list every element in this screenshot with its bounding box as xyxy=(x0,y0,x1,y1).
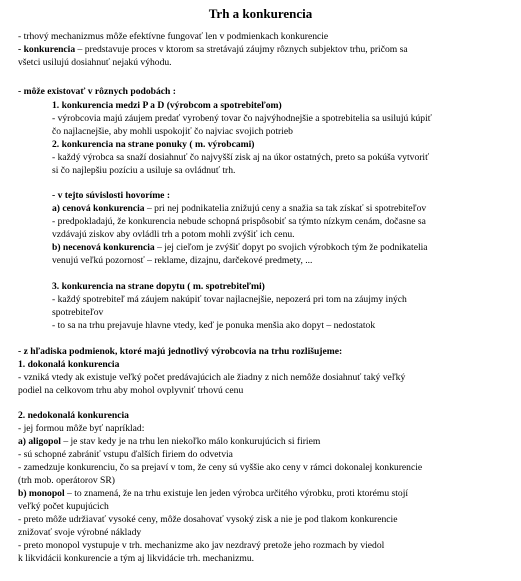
forms-item-3-line-3: - to sa na trhu prejavuje hlavne vtedy, keď je ponuka menšia ako dopyt – nedostatok xyxy=(52,320,376,331)
forms-item-2-line-2: si čo najlepšiu pozíciu a usiluje sa ovládnuť trh. xyxy=(52,165,236,176)
forms-item-1-title: 1. konkurencia medzi P a D (výrobcom a spotrebiteľom) xyxy=(52,100,282,111)
imperfect-competition-title: 2. nedokonalá konkurencia xyxy=(18,410,129,421)
oligopoly-term: a) aligopol xyxy=(18,436,61,447)
oligopoly-definition: – je stav kedy je na trhu len niekoľko málo konkurujúcich si firiem xyxy=(60,436,321,447)
perfect-competition-title: 1. dokonalá konkurencia xyxy=(18,359,120,370)
monopoly-definition: – to znamená, že na trhu existuje len jeden výrobca určitého výrobku, proti ktorému stojí xyxy=(64,488,409,499)
context-heading: - v tejto súvislosti hovoríme : xyxy=(52,190,171,201)
context-b-line-1 xyxy=(52,242,428,254)
forms-item-1-line-2: čo najlacnejšie, aby mohli uspokojiť čo najviac svojich potrieb xyxy=(52,126,293,137)
monopoly-term: b) monopol xyxy=(18,488,65,499)
forms-heading: - môže existovať v rôznych podobách : xyxy=(18,86,176,97)
context-a-line-2: - predpokladajú, že konkurencia nebude schopná prispôsobiť sa týmto nízkym cenám, dočasne sa xyxy=(52,216,426,227)
intro-line-2 xyxy=(18,44,408,56)
oligopoly-line-4: (trh mob. operátorov SR) xyxy=(18,475,115,486)
intro-definition: – predstavuje proces v ktorom sa stretávajú záujmy rôznych subjektov trhu, pričom sa xyxy=(75,44,408,55)
oligopoly-line-2: - sú schopné zabrániť vstupu ďalších firiem do odvetvia xyxy=(18,449,233,460)
context-b-line-2: venujú veľkú pozornosť – reklame, dizajnu, darčekové predmety, ... xyxy=(52,255,313,266)
context-a-definition: – pri nej podnikatelia znižujú ceny a snažia sa tak získať si spotrebiteľov xyxy=(144,203,427,214)
monopoly-line-4: znižovať svoje výrobné náklady xyxy=(18,527,142,538)
forms-item-2-title: 2. konkurencia na strane ponuky ( m. výrobcami) xyxy=(52,139,255,150)
intro-line-1: - trhový mechanizmus môže efektívne fungovať len v podmienkach konkurencie xyxy=(18,31,329,42)
forms-item-1-line-1: - výrobcovia majú záujem predať vyrobený tovar čo najvýhodnejšie a spotrebitelia sa usilujú kúpiť xyxy=(52,113,432,124)
oligopoly-line-1 xyxy=(18,436,320,448)
forms-item-3-line-2: spotrebiteľov xyxy=(52,307,104,318)
context-b-definition: – jej cieľom je zvýšiť dopyt po svojich výrobkoch tým že podnikatelia xyxy=(154,242,428,253)
forms-item-2-line-1: - každý výrobca sa snaží dosiahnuť čo najvyšší zisk aj na úkor ostatných, preto sa pokúša vytvoriť xyxy=(52,152,430,163)
monopoly-line-2: veľký počet kupujúcich xyxy=(18,501,109,512)
perfect-competition-line-1: - vzniká vtedy ak existuje veľký počet predávajúcich ale žiadny z nich nemôže dosiahnuť taký veľký xyxy=(18,372,406,383)
forms-item-3-title: 3. konkurencia na strane dopytu ( m. spotrebiteľmi) xyxy=(52,281,265,292)
forms-item-3-line-1: - každý spotrebiteľ má záujem nakúpiť tovar najlacnejšie, nepozerá pri tom na záujmy iných xyxy=(52,294,407,305)
context-a-term: a) cenová konkurencia xyxy=(52,203,145,214)
monopoly-line-6: k likvidácii konkurencie a tým aj likvidácie trh. mechanizmu. xyxy=(18,553,255,564)
oligopoly-line-3: - zamedzuje konkurenciu, čo sa prejaví v tom, že ceny sú vyššie ako ceny v rámci dokonalej konkurencie xyxy=(18,462,423,473)
imperfect-competition-line-1: - jej formou môže byť napríklad: xyxy=(18,423,145,434)
intro-line-3: všetci usilujú dosiahnuť nejakú výhodu. xyxy=(18,57,172,68)
monopoly-line-5: - preto monopol vystupuje v trh. mechanizme ako jav nezdravý pretože jeho rozmach by viedol xyxy=(18,540,385,551)
perfect-competition-line-2: podiel na celkovom trhu aby mohol ovplyvniť trhovú cenu xyxy=(18,385,244,396)
document-title: Trh a konkurencia xyxy=(208,6,313,21)
context-a-line-1 xyxy=(52,203,426,215)
context-a-line-3: vzdávajú ziskov aby ovládli trh a potom mohli zvýšiť ich cenu. xyxy=(52,229,295,240)
context-b-term: b) necenová konkurencia xyxy=(52,242,155,253)
intro-term-konkurencia: - konkurencia xyxy=(18,44,76,55)
monopoly-line-3: - preto môže udržiavať vysoké ceny, môže dosahovať vysoký zisk a nie je pod tlakom konkurencie xyxy=(18,514,398,525)
conditions-heading: - z hľadiska podmienok, ktoré majú jednotlivý výrobcovia na trhu rozlišujeme: xyxy=(18,346,343,357)
monopoly-line-1 xyxy=(18,488,408,500)
